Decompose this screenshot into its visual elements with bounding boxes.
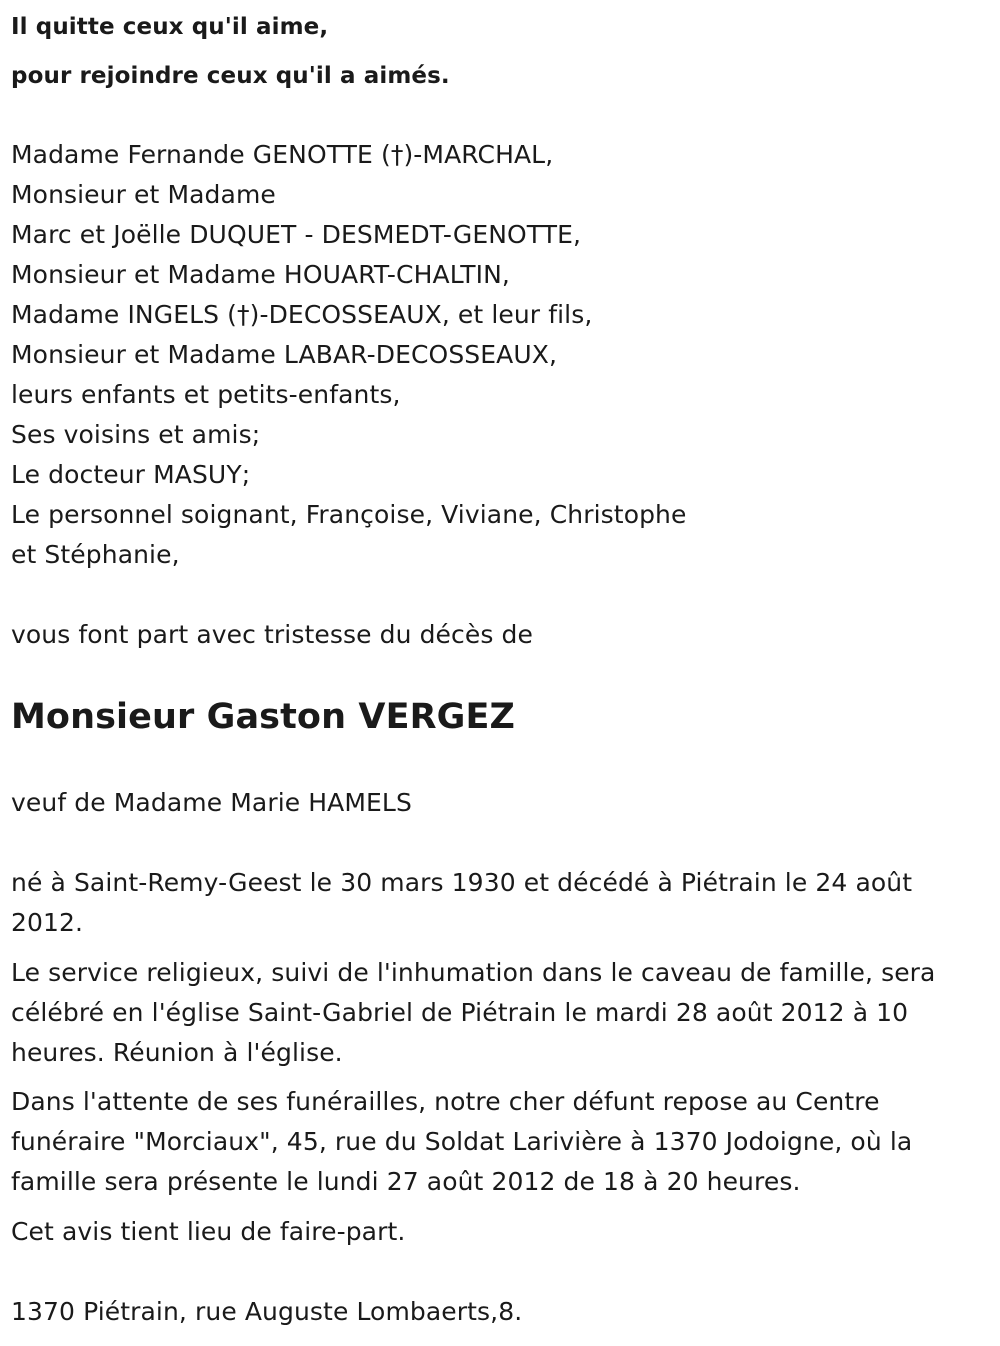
paragraph-line: heures. Réunion à l'église. [11,1038,343,1067]
announcement-text: vous font part avec tristesse du décès de [11,620,533,649]
family-line: Monsieur et Madame HOUART-CHALTIN, [11,260,510,289]
family-line: leurs enfants et petits-enfants, [11,380,401,409]
epigraph-line: Il quitte ceux qu'il aime, [11,14,329,40]
paragraph-line: famille sera présente le lundi 27 août 2012 de 18 à 20 heures. [11,1167,801,1196]
family-line: Monsieur et Madame LABAR-DECOSSEAUX, [11,340,558,369]
paragraph-line: Le service religieux, suivi de l'inhumation dans le caveau de famille, sera [11,958,936,987]
paragraph-line: funéraire "Morciaux", 45, rue du Soldat Larivière à 1370 Jodoigne, où la [11,1127,913,1156]
spouse-text: veuf de Madame Marie HAMELS [11,788,412,817]
address-text: 1370 Piétrain, rue Auguste Lombaerts,8. [11,1297,523,1326]
paragraph-line: Dans l'attente de ses funérailles, notre cher défunt repose au Centre [11,1087,880,1116]
paragraph-line: célébré en l'église Saint-Gabriel de Piétrain le mardi 28 août 2012 à 10 [11,998,909,1027]
deceased-name: Monsieur Gaston VERGEZ [11,697,515,737]
family-line: Le personnel soignant, Françoise, Viviane, Christophe [11,500,687,529]
notice-text: Cet avis tient lieu de faire-part. [11,1217,406,1246]
family-line: Le docteur MASUY; [11,460,251,489]
epigraph-line: pour rejoindre ceux qu'il a aimés. [11,63,450,89]
family-line: Madame INGELS (†)-DECOSSEAUX, et leur fils, [11,300,593,329]
family-line: Madame Fernande GENOTTE (†)-MARCHAL, [11,140,554,169]
family-line: et Stéphanie, [11,540,180,569]
paragraph-line: né à Saint-Remy-Geest le 30 mars 1930 et décédé à Piétrain le 24 août [11,868,913,897]
family-line: Marc et Joëlle DUQUET - DESMEDT-GENOTTE, [11,220,582,249]
family-line: Monsieur et Madame [11,180,276,209]
family-line: Ses voisins et amis; [11,420,261,449]
paragraph-line: 2012. [11,908,84,937]
